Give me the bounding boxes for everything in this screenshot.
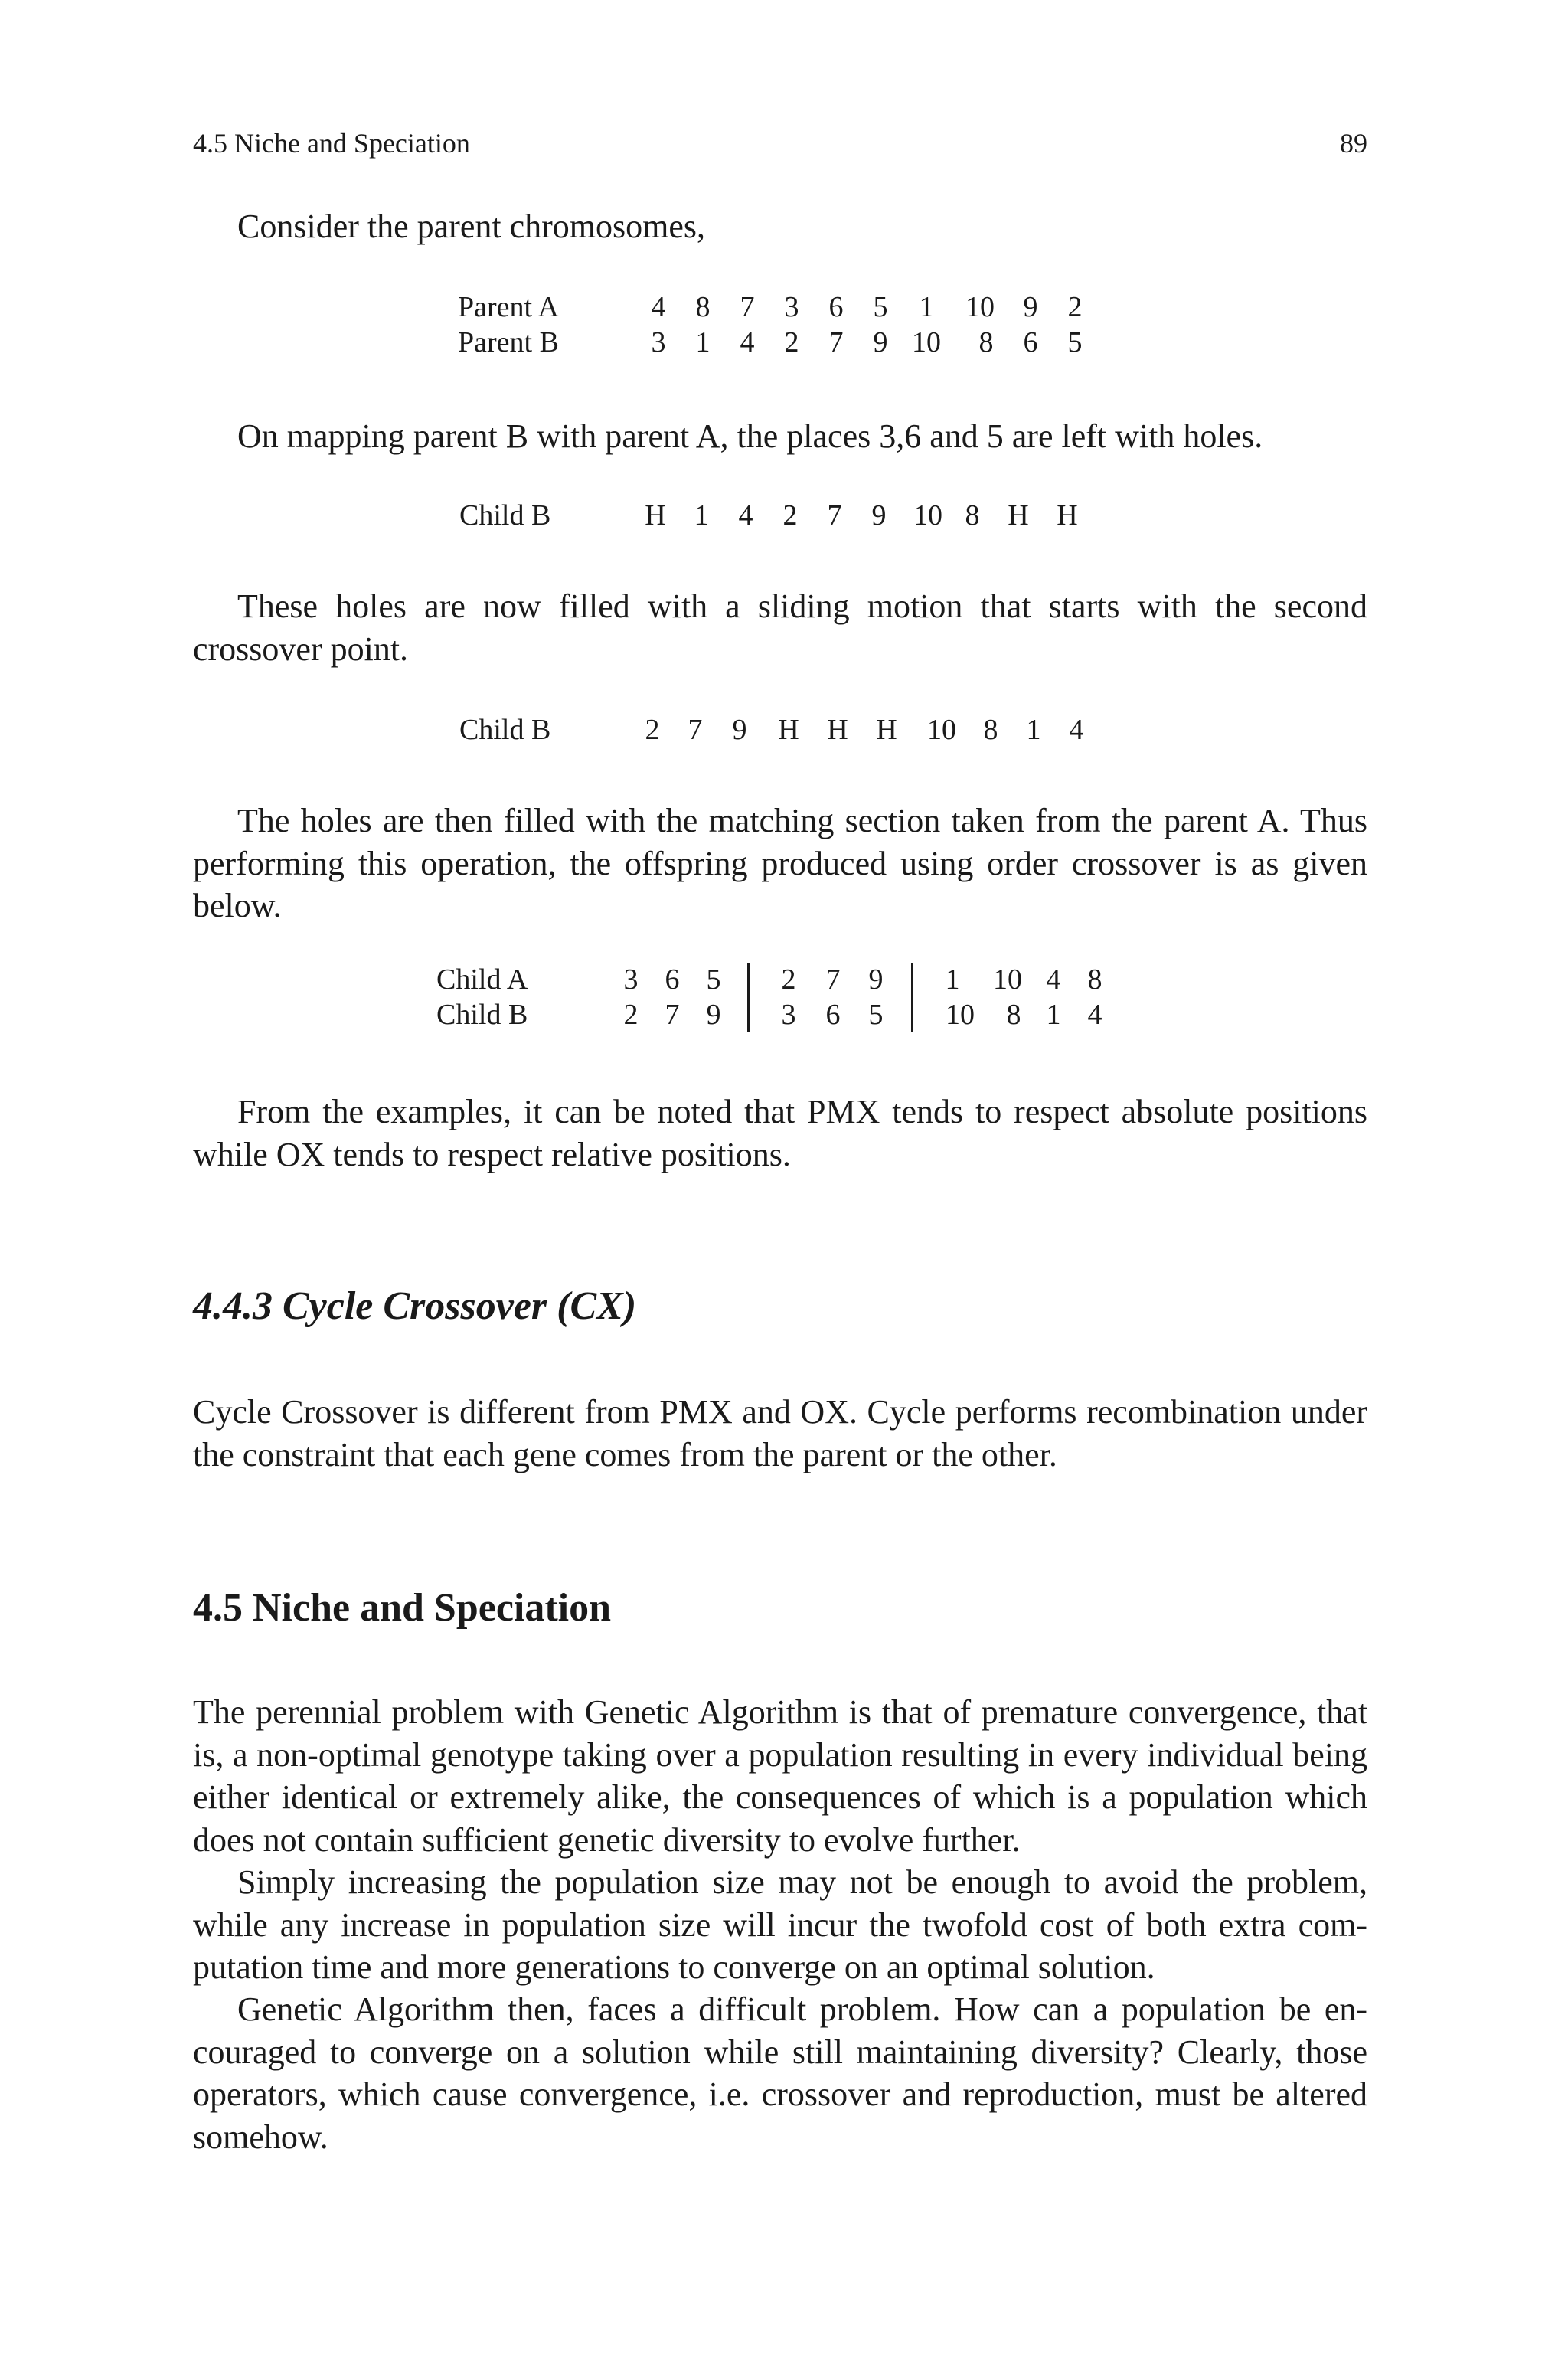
gene: 9: [732, 714, 747, 746]
gene: 7: [827, 499, 842, 531]
gene: 7: [688, 714, 703, 746]
gene: 10: [965, 291, 995, 323]
gene: H: [827, 714, 848, 746]
gene: 3: [784, 291, 799, 323]
gene: 8: [1087, 963, 1102, 996]
gene: 4: [651, 291, 666, 323]
gene: 4: [740, 326, 755, 358]
chromosome-row: [459, 498, 1148, 533]
gene: 8: [965, 499, 980, 531]
gene: 9: [871, 499, 887, 531]
gene: 6: [828, 291, 844, 323]
offspring-table: [436, 962, 1156, 1035]
gene: 5: [868, 999, 884, 1031]
paragraph-filled: The holes are then filled with the matching section taken from the parent A. Thus performing this operation, the offspring produced using order crossover is as given below.: [193, 802, 1367, 924]
chromosome-label: Child B: [459, 714, 551, 746]
chromosome-label: Parent B: [458, 326, 559, 358]
crossover-point-line: [911, 963, 913, 1032]
paragraph-niche-1: The perennial problem with Genetic Algorithm is that of premature convergence, that is, a non-optimal genotype taking over a population resulting in every individual being either identical or extremely alike, the consequences of which is a population which does not contain sufficient genetic diversity to evolve further.: [193, 1693, 1367, 1859]
paragraph-examples: From the examples, it can be noted that PMX tends to respect absolute positions while OX tends to respect relative positions.: [193, 1093, 1367, 1173]
gene: 3: [781, 999, 796, 1031]
gene: H: [876, 714, 897, 746]
chromosome-row: [436, 962, 1156, 997]
section-title: 4.5 Niche and Speciation: [193, 1586, 612, 1630]
gene: H: [778, 714, 799, 746]
gene: 9: [1023, 291, 1038, 323]
gene: 2: [1067, 291, 1083, 323]
gene: 1: [919, 291, 934, 323]
running-head: 4.5 Niche and Speciation: [193, 128, 470, 159]
gene: 3: [623, 963, 639, 996]
gene: H: [645, 499, 666, 531]
gene: 1: [1046, 999, 1061, 1031]
child-holes-table: [459, 498, 1148, 533]
gene: 3: [651, 326, 666, 358]
gene: 9: [706, 999, 721, 1031]
page-number: 89: [1340, 128, 1367, 159]
gene: 10: [913, 499, 942, 531]
gene: 2: [784, 326, 799, 358]
gene: 8: [1006, 999, 1021, 1031]
gene: 6: [665, 963, 680, 996]
paragraph-mapping: On mapping parent B with parent A, the places 3,6 and 5 are left with holes.: [237, 417, 1263, 455]
gene: 7: [825, 963, 841, 996]
gene: 9: [868, 963, 884, 996]
gene: 5: [1067, 326, 1083, 358]
gene: 10: [912, 326, 941, 358]
gene: 2: [623, 999, 639, 1031]
paragraph-cycle: Cycle Crossover is different from PMX and OX. Cycle performs recombination under the constraint that each gene comes from the parent or the other.: [193, 1393, 1367, 1473]
gene: 4: [738, 499, 753, 531]
chromosome-label: Child B: [436, 999, 528, 1031]
gene: 9: [873, 326, 888, 358]
gene: 7: [665, 999, 680, 1031]
paragraph-consider: Consider the parent chromosomes,: [237, 208, 705, 245]
chromosome-row: [458, 289, 1147, 325]
chromosome-label: Child A: [436, 963, 528, 996]
gene: 10: [993, 963, 1022, 996]
gene: 10: [927, 714, 956, 746]
gene: 8: [695, 291, 710, 323]
chromosome-label: Parent A: [458, 291, 559, 323]
child-slide-table: [459, 712, 1148, 747]
chromosome-row: [436, 997, 1156, 1032]
parents-table: [458, 289, 1147, 360]
gene: 1: [695, 326, 710, 358]
gene: 4: [1069, 714, 1084, 746]
paragraph-niche-2: Simply increasing the population size may not be enough to avoid the problem, while any increase in population size will incur the twofold cost of both extra computation time and more generations to converge on an optimal solution.: [193, 1863, 1367, 1986]
gene: H: [1057, 499, 1078, 531]
gene: 2: [645, 714, 660, 746]
gene: 7: [740, 291, 755, 323]
gene: 1: [945, 963, 960, 996]
paragraph-sliding: These holes are now filled with a sliding motion that starts with the second crossover point.: [193, 587, 1367, 668]
gene: 4: [1087, 999, 1102, 1031]
subsection-title: 4.4.3 Cycle Crossover (CX): [193, 1284, 637, 1328]
paragraph-niche-3: Genetic Algorithm then, faces a difficult problem. How can a population be encouraged to converge on a solution while still maintaining diversity? Clearly, those operators, which cause convergence, i.e. crossover and reproduction, must be altered somehow.: [193, 1990, 1367, 2156]
gene: 8: [983, 714, 998, 746]
gene: 10: [946, 999, 975, 1031]
chromosome-row: [459, 712, 1148, 747]
gene: 5: [706, 963, 721, 996]
gene: 2: [781, 963, 796, 996]
gene: 5: [873, 291, 888, 323]
gene: 8: [978, 326, 994, 358]
gene: 1: [694, 499, 709, 531]
gene: 7: [828, 326, 844, 358]
gene: 1: [1026, 714, 1041, 746]
chromosome-label: Child B: [459, 499, 551, 531]
gene: 6: [825, 999, 841, 1031]
gene: H: [1008, 499, 1029, 531]
gene: 4: [1046, 963, 1061, 996]
gene: 2: [782, 499, 798, 531]
crossover-point-line: [747, 963, 750, 1032]
gene: 6: [1023, 326, 1038, 358]
chromosome-row: [458, 325, 1147, 360]
